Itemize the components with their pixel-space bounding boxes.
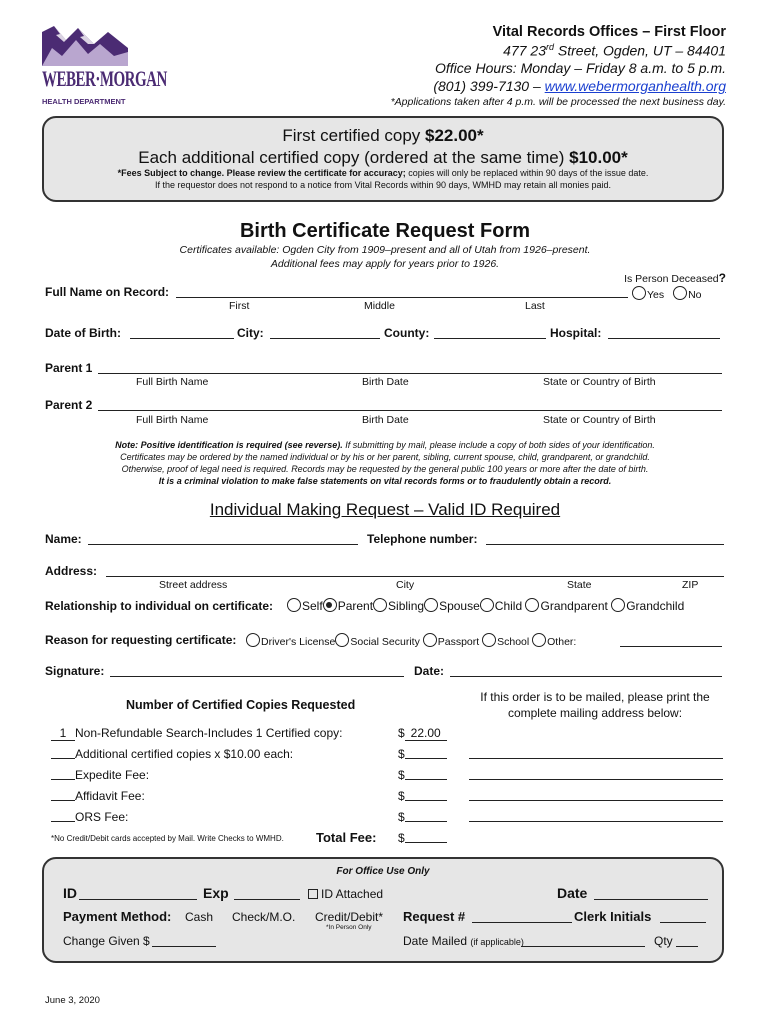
payment-cash: Cash [185,910,214,924]
payment-credit: Credit/Debit* [315,910,384,924]
mail-note-1: If this order is to be mailed, please print the [480,690,710,704]
copies-amount-value-4[interactable] [405,789,447,801]
county-input[interactable] [434,338,546,339]
form-avail-1: Certificates available: Ogden City from 1909–present and all of Utah from 1926–present. [179,244,591,256]
request-input[interactable] [472,922,572,923]
total-amount-input[interactable] [405,831,447,843]
fee-note-1: *Fees Subject to change. Please review the certificate for accuracy; copies will only be replaced within 90 days of the issue date. [117,168,649,178]
relationship-label: Relationship to individual on certificate: [45,599,274,613]
parent2-name-caption: Full Birth Name [136,414,209,426]
office-phone: (801) 399-7130 – www.webermorganhealth.org [433,78,726,94]
reason-label: Reason for requesting certificate: [45,633,237,647]
middle-caption: Middle [364,300,395,312]
request-label: Request # [403,909,466,924]
in-person-note: *In Person Only [326,924,372,931]
office-hours: Office Hours: Monday – Friday 8 a.m. to 5 p.m. [435,60,726,76]
copies-qty-2[interactable] [51,747,75,759]
clerk-input[interactable] [660,922,706,923]
parent1-input[interactable] [98,373,722,374]
mail-address-line-2[interactable] [469,779,723,780]
office-use-title: For Office Use Only [336,866,430,877]
copies-amount-value-3[interactable] [405,768,447,780]
office-qty-input[interactable] [676,946,698,947]
hospital-label: Hospital: [550,326,602,340]
relationship-options: Self Parent Sibling Spouse Child Grandparent Grandchild [287,598,684,613]
date-mailed-input[interactable] [521,946,645,947]
payment-check: Check/M.O. [232,910,296,924]
parent2-state-caption: State or Country of Birth [543,414,656,426]
deceased-no-radio[interactable] [673,286,687,300]
mail-address-line-3[interactable] [469,800,723,801]
id-attached-checkbox[interactable] [308,889,318,899]
reason-ss-radio[interactable] [335,633,349,647]
last-caption: Last [525,300,545,312]
office-id-label: ID [63,885,77,901]
address-label: Address: [45,564,98,578]
first-caption: First [229,300,250,312]
copies-row-4: Affidavit Fee: [51,789,145,803]
copies-row-2: Additional certified copies x $10.00 each: [51,747,293,761]
city-label: City: [237,326,264,340]
footer-date: June 3, 2020 [45,995,100,1006]
office-address: 477 23rd Street, Ogden, UT – 84401 [503,42,726,59]
parent1-name-caption: Full Birth Name [136,376,209,388]
office-exp-label: Exp [203,885,229,901]
copies-heading: Number of Certified Copies Requested [126,698,356,712]
mail-address-line-4[interactable] [469,821,723,822]
change-label: Change Given $ [63,934,150,948]
city-caption: City [396,579,415,591]
requester-title: Individual Making Request – Valid ID Required [209,500,561,519]
change-input[interactable] [152,946,216,947]
signature-date-input[interactable] [450,676,722,677]
copies-qty-5[interactable] [51,810,75,822]
payment-label: Payment Method: [63,909,172,924]
copies-amount-3: $ [398,768,447,782]
office-date-input[interactable] [594,899,708,900]
full-name-label: Full Name on Record: [45,285,170,299]
copies-amount-1: $ 22.00 [398,726,447,741]
fee-first: First certified copy $22.00* [282,126,484,145]
copies-amount-value-1[interactable]: 22.00 [405,726,447,741]
id-attached: ID Attached [308,887,383,901]
telephone-label: Telephone number: [367,532,478,546]
dob-label: Date of Birth: [45,326,121,340]
id-note-4: It is a criminal violation to make false statements on vital records forms or to fraudulently obtain a record. [158,476,612,486]
reason-options: Driver's License Social Security Passport School Other: [246,633,576,648]
dob-input[interactable] [130,338,234,339]
copies-qty-4[interactable] [51,789,75,801]
copies-row-3: Expedite Fee: [51,768,149,782]
rel-spouse-radio[interactable] [424,598,438,612]
total-amount: $ [398,831,447,845]
total-label: Total Fee: [316,830,377,845]
office-exp-input[interactable] [234,899,300,900]
logo-brand: WEBER·MORGAN [42,68,167,92]
mail-address-line-1[interactable] [469,758,723,759]
requester-name-input[interactable] [88,544,358,545]
id-note-2: Certificates may be ordered by the named individual or by his or her parent, sibling, current spouse, child, grandparent, or grandchild. [120,452,650,462]
fee-additional: Each additional certified copy (ordered at the same time) $10.00* [138,148,628,167]
no-credit-note: *No Credit/Debit cards accepted by Mail. Write Checks to WMHD. [51,834,284,843]
telephone-input[interactable] [486,544,724,545]
full-name-input[interactable] [176,297,628,298]
rel-grandparent-radio[interactable] [525,598,539,612]
copies-qty-3[interactable] [51,768,75,780]
zip-caption: ZIP [682,579,699,591]
office-id-input[interactable] [79,899,197,900]
copies-amount-2: $ [398,747,447,761]
deceased-options: Yes No [632,286,702,301]
state-caption: State [567,579,592,591]
signature-label: Signature: [45,664,105,678]
rel-parent-radio[interactable] [323,598,337,612]
office-date-label: Date [557,885,588,901]
rel-sibling-radio[interactable] [373,598,387,612]
date-mailed: Date Mailed (if applicable) [403,934,524,948]
street-caption: Street address [159,579,228,591]
parent1-date-caption: Birth Date [362,376,409,388]
office-title: Vital Records Offices – First Floor [492,24,726,40]
parent2-label: Parent 2 [45,398,93,412]
reason-school-radio[interactable] [482,633,496,647]
reason-other-radio[interactable] [532,633,546,647]
copies-amount-value-2[interactable] [405,747,447,759]
form-avail-2: Additional fees may apply for years prior to 1926. [270,258,500,270]
reason-license-radio[interactable] [246,633,260,647]
county-label: County: [384,326,430,340]
copies-amount-5: $ [398,810,447,824]
parent1-state-caption: State or Country of Birth [543,376,656,388]
address-input[interactable] [106,576,724,577]
clerk-label: Clerk Initials [574,909,652,924]
deceased-yes-radio[interactable] [632,286,646,300]
id-note-1: Note: Positive identification is required (see reverse). If submitting by mail, please include a copy of both sides of your identification. [115,440,655,450]
office-note: *Applications taken after 4 p.m. will be processed the next business day. [390,96,726,108]
copies-amount-4: $ [398,789,447,803]
id-note-3: Otherwise, proof of legal need is required. Records may be requested by the general public 100 years or more after the date of birth. [121,464,649,474]
reason-passport-radio[interactable] [423,633,437,647]
requester-name-label: Name: [45,532,82,546]
reason-other-input[interactable] [620,646,722,647]
mail-note-2: complete mailing address below: [507,706,683,720]
logo [42,26,167,110]
parent1-label: Parent 1 [45,361,93,375]
signature-input[interactable] [110,676,404,677]
form-title: Birth Certificate Request Form [239,220,531,242]
mountain-logo-icon [42,26,128,66]
copies-row-5: ORS Fee: [51,810,128,824]
parent2-date-caption: Birth Date [362,414,409,426]
office-qty-label: Qty [654,934,673,948]
hospital-input[interactable] [608,338,720,339]
copies-qty-1[interactable]: 1 [51,726,75,741]
parent2-input[interactable] [98,410,722,411]
signature-date-label: Date: [414,664,445,678]
copies-row-1: 1 Non-Refundable Search-Includes 1 Certified copy: [51,726,342,741]
rel-child-radio[interactable] [480,598,494,612]
logo-dept: HEALTH DEPARTMENT [42,97,126,106]
fee-note-2: If the requestor does not respond to a notice from Vital Records within 90 days, WMHD may retain all monies paid. [154,180,612,190]
copies-amount-value-5[interactable] [405,810,447,822]
city-input[interactable] [270,338,380,339]
website-link[interactable]: www.webermorganhealth.org [544,78,726,94]
rel-self-radio[interactable] [287,598,301,612]
rel-grandchild-radio[interactable] [611,598,625,612]
deceased-question: Is Person Deceased? [624,271,726,285]
